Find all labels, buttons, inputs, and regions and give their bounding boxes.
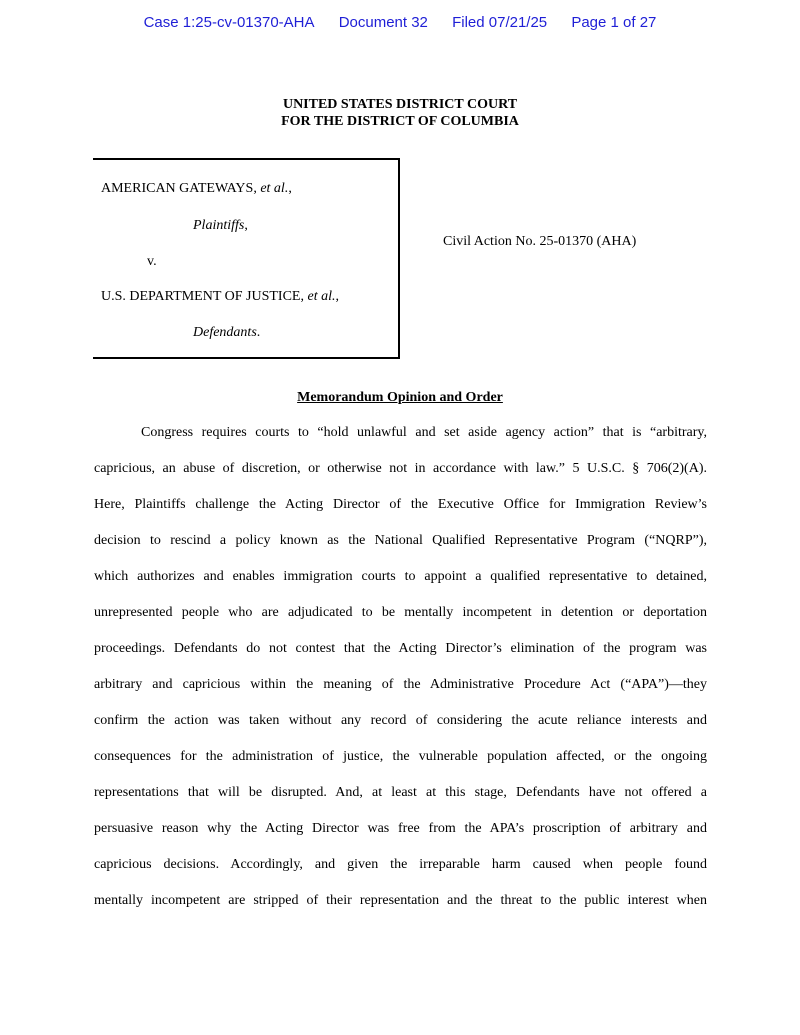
body-line: mentally incompetent are stripped of their representation and the threat to the public interest when [94, 893, 707, 908]
court-line-1: UNITED STATES DISTRICT COURT [282, 97, 518, 112]
body-line: Here, Plaintiffs challenge the Acting Director of the Executive Office for Immigration Review’s [94, 497, 707, 512]
plaintiff-et-al: et al. [260, 181, 289, 196]
plaintiff-role-line: Plaintiffs, [193, 218, 248, 233]
body-line: capricious, an abuse of discretion, or otherwise not in accordance with law.” 5 U.S.C. § 706(2)(A). [94, 461, 707, 476]
body-line: unrepresented people who are adjudicated to be mentally incompetent in detention or deportation [94, 605, 707, 620]
body-text [94, 424, 707, 928]
body-line: representations that will be disrupted. And, at least at this stage, Defendants have not offered a [94, 785, 707, 800]
body-line: capricious decisions. Accordingly, and given the irreparable harm caused when people found [94, 857, 707, 872]
plaintiff-name: AMERICAN GATEWAYS, [101, 181, 257, 196]
court-line-2: FOR THE DISTRICT OF COLUMBIA [281, 114, 519, 129]
court-heading [0, 96, 800, 130]
filed-date: Filed 07/21/25 [452, 14, 548, 31]
ecf-header [0, 14, 800, 31]
body-line: Congress requires courts to “hold unlawful and set aside agency action” that is “arbitrary, [141, 425, 707, 440]
body-line: confirm the action was taken without any record of considering the acute reliance interests and [94, 713, 707, 728]
document-title: Memorandum Opinion and Order [297, 390, 503, 405]
body-line: consequences for the administration of justice, the vulnerable population affected, or the ongoing [94, 749, 707, 764]
body-line: persuasive reason why the Acting Director was free from the APA’s proscription of arbitrary and [94, 821, 707, 836]
plaintiff-role: Plaintiffs [193, 218, 245, 233]
case-caption-box [93, 158, 400, 359]
plaintiff-line: AMERICAN GATEWAYS, et al., [101, 181, 292, 196]
body-line: arbitrary and capricious within the meaning of the Administrative Procedure Act (“APA”)—they [94, 677, 707, 692]
defendant-line: U.S. DEPARTMENT OF JUSTICE, et al., [101, 289, 339, 304]
defendant-role-line: Defendants. [193, 325, 261, 340]
defendant-name: U.S. DEPARTMENT OF JUSTICE, [101, 289, 304, 304]
body-line: decision to rescind a policy known as the National Qualified Representative Program (“NQRP”), [94, 533, 707, 548]
case-number: Case 1:25-cv-01370-AHA [143, 14, 315, 31]
defendant-et-al: et al. [307, 289, 336, 304]
body-line: which authorizes and enables immigration courts to appoint a qualified representative to detained, [94, 569, 707, 584]
page-indicator: Page 1 of 27 [571, 14, 657, 31]
defendant-role: Defendants [193, 325, 257, 340]
civil-action-number: Civil Action No. 25-01370 (AHA) [443, 234, 637, 249]
document-number: Document 32 [338, 14, 428, 31]
body-line: proceedings. Defendants do not contest that the Acting Director’s elimination of the program was [94, 641, 707, 656]
versus: v. [147, 254, 157, 269]
